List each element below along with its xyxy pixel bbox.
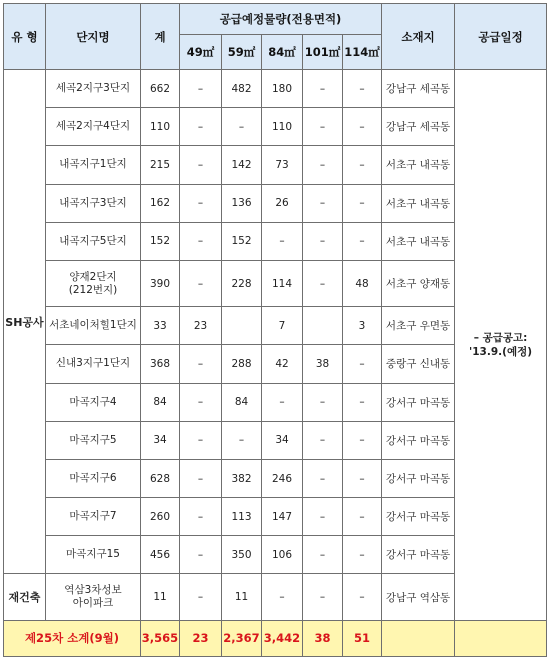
cell-s101: – — [303, 184, 343, 222]
complex-name: 마곡지구6 — [46, 459, 141, 497]
cell-s114: 3 — [343, 307, 382, 345]
cell-s84: 110 — [262, 108, 303, 146]
cell-s84: 34 — [262, 421, 303, 459]
totals-empty-location — [382, 620, 455, 656]
cell-s49: – — [180, 108, 222, 146]
location: 강서구 마곡동 — [382, 383, 455, 421]
cell-total: 34 — [141, 421, 180, 459]
cell-s49: – — [180, 498, 222, 536]
cell-s84: 180 — [262, 70, 303, 108]
header-row-1 — [4, 4, 547, 35]
cell-total: 368 — [141, 345, 180, 383]
cell-s114: – — [343, 574, 382, 620]
location: 강서구 마곡동 — [382, 498, 455, 536]
cell-s84: 26 — [262, 184, 303, 222]
complex-name: 마곡지구4 — [46, 383, 141, 421]
complex-name: 내곡지구1단지 — [46, 146, 141, 184]
header-supply-volume: 공급예정물량(전용면적) — [180, 4, 382, 35]
cell-s84: 42 — [262, 345, 303, 383]
cell-s114: 48 — [343, 260, 382, 306]
cell-s114: – — [343, 184, 382, 222]
cell-s59: – — [222, 108, 262, 146]
cell-s84: 246 — [262, 459, 303, 497]
cell-s59: 142 — [222, 146, 262, 184]
complex-name: 신내3지구1단지 — [46, 345, 141, 383]
total-s101: 38 — [303, 620, 343, 656]
cell-s59: 350 — [222, 536, 262, 574]
cell-total: 33 — [141, 307, 180, 345]
cell-s59: 136 — [222, 184, 262, 222]
cell-s101: – — [303, 459, 343, 497]
cell-s59: 84 — [222, 383, 262, 421]
cell-s84: 106 — [262, 536, 303, 574]
header-complex-name: 단지명 — [46, 4, 141, 70]
cell-s59: 152 — [222, 222, 262, 260]
cell-s84: 147 — [262, 498, 303, 536]
cell-s114: – — [343, 345, 382, 383]
header-size-114: 114㎡ — [343, 35, 382, 70]
cell-s49: – — [180, 146, 222, 184]
cell-s59: 11 — [222, 574, 262, 620]
cell-s114: – — [343, 222, 382, 260]
location: 강남구 역삼동 — [382, 574, 455, 620]
totals-empty-schedule — [455, 620, 547, 656]
cell-s49: – — [180, 260, 222, 306]
cell-s59: 288 — [222, 345, 262, 383]
cell-s49: 23 — [180, 307, 222, 345]
cell-total: 162 — [141, 184, 180, 222]
totals-row — [4, 620, 547, 656]
complex-name: 세곡2지구3단지 — [46, 70, 141, 108]
location: 강남구 세곡동 — [382, 108, 455, 146]
cell-s114: – — [343, 421, 382, 459]
group-rebuild: 재건축 — [4, 574, 46, 620]
cell-s59: 382 — [222, 459, 262, 497]
cell-s101: – — [303, 146, 343, 184]
cell-s101: – — [303, 421, 343, 459]
cell-s101: – — [303, 260, 343, 306]
location: 강서구 마곡동 — [382, 536, 455, 574]
cell-s59: 113 — [222, 498, 262, 536]
cell-s59: – — [222, 421, 262, 459]
cell-s59: 228 — [222, 260, 262, 306]
cell-s49: – — [180, 184, 222, 222]
cell-s114: – — [343, 498, 382, 536]
complex-name: 역삼3차성보 아이파크 — [46, 574, 141, 620]
cell-s59: 482 — [222, 70, 262, 108]
location: 서초구 내곡동 — [382, 222, 455, 260]
complex-name: 서초네이처힐1단지 — [46, 307, 141, 345]
total-total: 3,565 — [141, 620, 180, 656]
location: 강서구 마곡동 — [382, 421, 455, 459]
cell-s101: – — [303, 498, 343, 536]
complex-name: 마곡지구5 — [46, 421, 141, 459]
cell-s114: – — [343, 383, 382, 421]
cell-s59 — [222, 307, 262, 345]
cell-s114: – — [343, 70, 382, 108]
location: 강서구 마곡동 — [382, 459, 455, 497]
header-type: 유 형 — [4, 4, 46, 70]
cell-s49: – — [180, 421, 222, 459]
cell-total: 390 — [141, 260, 180, 306]
cell-s49: – — [180, 222, 222, 260]
cell-s49: – — [180, 574, 222, 620]
total-s84: 3,442 — [262, 620, 303, 656]
cell-total: 215 — [141, 146, 180, 184]
cell-total: 11 — [141, 574, 180, 620]
cell-total: 456 — [141, 536, 180, 574]
complex-name: 마곡지구15 — [46, 536, 141, 574]
location: 중랑구 신내동 — [382, 345, 455, 383]
cell-s49: – — [180, 383, 222, 421]
cell-s114: – — [343, 108, 382, 146]
cell-s84: – — [262, 222, 303, 260]
supply-schedule-table — [3, 3, 547, 657]
group-sh: SH공사 — [4, 70, 46, 574]
complex-name: 내곡지구3단지 — [46, 184, 141, 222]
complex-name: 양재2단지 (212번지) — [46, 260, 141, 306]
cell-s101: – — [303, 536, 343, 574]
cell-s49: – — [180, 536, 222, 574]
cell-s101: – — [303, 70, 343, 108]
cell-s101 — [303, 307, 343, 345]
table-body — [4, 70, 547, 657]
cell-s114: – — [343, 146, 382, 184]
complex-name: 마곡지구7 — [46, 498, 141, 536]
header-size-59: 59㎡ — [222, 35, 262, 70]
header-size-84: 84㎡ — [262, 35, 303, 70]
totals-label: 제25차 소계(9월) — [4, 620, 141, 656]
cell-s101: – — [303, 574, 343, 620]
location: 서초구 우면동 — [382, 307, 455, 345]
table-row — [4, 70, 547, 108]
cell-total: 84 — [141, 383, 180, 421]
cell-s84: 7 — [262, 307, 303, 345]
cell-s101: – — [303, 383, 343, 421]
header-total: 계 — [141, 4, 180, 70]
cell-s49: – — [180, 70, 222, 108]
location: 강남구 세곡동 — [382, 70, 455, 108]
cell-s49: – — [180, 345, 222, 383]
cell-s114: – — [343, 459, 382, 497]
header-size-49: 49㎡ — [180, 35, 222, 70]
cell-s114: – — [343, 536, 382, 574]
cell-s84: – — [262, 383, 303, 421]
cell-total: 662 — [141, 70, 180, 108]
cell-s84: – — [262, 574, 303, 620]
cell-s101: – — [303, 222, 343, 260]
cell-s49: – — [180, 459, 222, 497]
cell-s101: 38 — [303, 345, 343, 383]
location: 서초구 내곡동 — [382, 146, 455, 184]
total-s49: 23 — [180, 620, 222, 656]
cell-total: 260 — [141, 498, 180, 536]
location: 서초구 내곡동 — [382, 184, 455, 222]
cell-total: 628 — [141, 459, 180, 497]
cell-total: 152 — [141, 222, 180, 260]
schedule-note: – 공급공고: '13.9.(예정) — [455, 70, 547, 621]
header-size-101: 101㎡ — [303, 35, 343, 70]
complex-name: 내곡지구5단지 — [46, 222, 141, 260]
cell-s84: 114 — [262, 260, 303, 306]
total-s59: 2,367 — [222, 620, 262, 656]
header-location: 소재지 — [382, 4, 455, 70]
header-schedule: 공급일정 — [455, 4, 547, 70]
cell-total: 110 — [141, 108, 180, 146]
cell-s84: 73 — [262, 146, 303, 184]
total-s114: 51 — [343, 620, 382, 656]
location: 서초구 양재동 — [382, 260, 455, 306]
complex-name: 세곡2지구4단지 — [46, 108, 141, 146]
cell-s101: – — [303, 108, 343, 146]
